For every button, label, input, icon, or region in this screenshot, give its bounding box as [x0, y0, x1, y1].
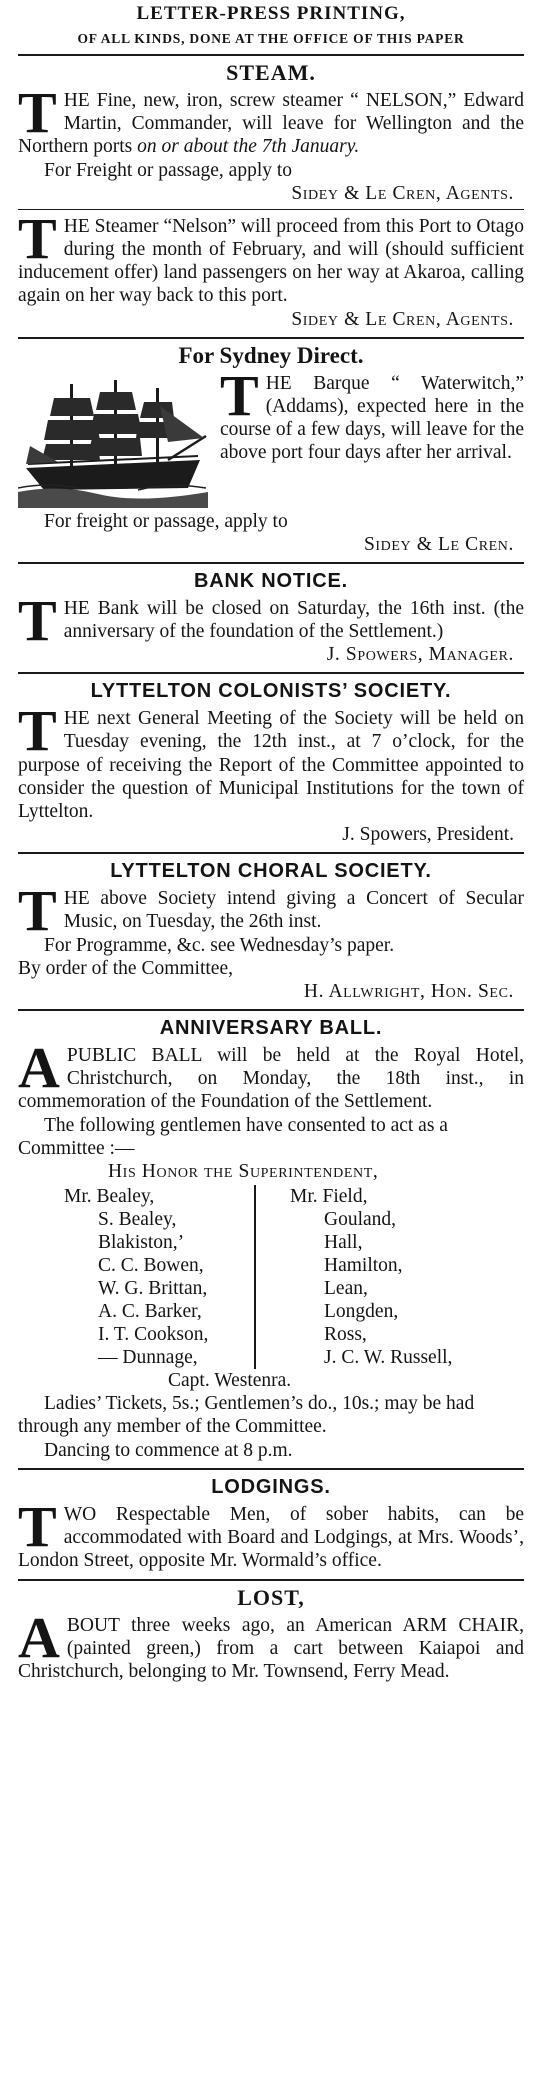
- ad-text: BOUT three weeks ago, an American ARM CHAIR, (painted green,) from a cart between Kaiapoi and Christchurch, belonging to Mr. Townsend, Ferry Mead.: [18, 1614, 524, 1682]
- drop-cap: T: [18, 698, 57, 764]
- ad-body: [18, 1493, 524, 1573]
- committee-member: W. G. Brittan,: [98, 1278, 208, 1300]
- ad-text: WO Respectable Men, of sober habits, can be accommodated with Board and Lodgings, at Mrs. Woods’, London Street, opposite Mr. Wormald’s office.: [18, 1503, 524, 1572]
- divider: [18, 672, 524, 674]
- ad-heading: LYTTELTON CHORAL SOCIETY.: [110, 860, 432, 883]
- committee-honor: His Honor the Superintendent,: [108, 1161, 379, 1183]
- ad-heading: For Sydney Direct.: [178, 342, 364, 368]
- divider: [18, 562, 524, 564]
- divider: [18, 1468, 524, 1470]
- ad-heading: ANNIVERSARY BALL.: [159, 1017, 383, 1040]
- ad-signature: Sidey & Le Cren, Agents.: [291, 182, 514, 204]
- ad-body: [18, 362, 524, 465]
- ad-tickets: Ladies’ Tickets, 5s.; Gentlemen’s do., 10s.; may be had through any member of the Committee.: [18, 1393, 475, 1438]
- drop-cap: A: [18, 1604, 60, 1670]
- divider: [18, 1579, 524, 1581]
- committee-member: Blakiston,’: [98, 1232, 185, 1254]
- ad-line: For freight or passage, apply to: [44, 510, 288, 532]
- ad-signature: J. Spowers, President.: [342, 824, 514, 846]
- ad-colonists-society: [18, 679, 524, 846]
- committee-member: J. C. W. Russell,: [324, 1347, 453, 1369]
- drop-cap: T: [18, 205, 57, 271]
- committee-member: Gouland,: [324, 1209, 397, 1231]
- ad-dancing: Dancing to commence at 8 p.m.: [44, 1439, 293, 1461]
- ad-text: HE Bank will be closed on Saturday, the 16th inst. (the anniversary of the foundation of the Settlement.): [63, 597, 524, 643]
- ad-heading: LODGINGS.: [211, 1475, 331, 1498]
- ad-heading: LOST,: [237, 1584, 305, 1610]
- ad-body: [18, 80, 524, 159]
- ad-heading: BANK NOTICE.: [193, 569, 349, 592]
- ad-text: HE Steamer “Nelson” will proceed from this Port to Otago during the month of February, and will (should sufficient inducement offer) land passengers on her way at Akaroa, calling again on her way back to this port.: [18, 215, 524, 307]
- divider: [18, 209, 524, 210]
- ad-text: HE Barque “ Waterwitch,” (Addams), expected here in the course of a few days, will leave for the above port four days after her arrival.: [220, 372, 524, 464]
- committee-member: Mr. Bealey,: [64, 1186, 155, 1208]
- ad-signature: Sidey & Le Cren, Agents.: [291, 308, 514, 330]
- committee-member: Ross,: [324, 1324, 367, 1346]
- ad-body: [18, 587, 524, 653]
- ad-text-italic: on or about the 7th January.: [132, 136, 360, 158]
- ad-line: For Freight or passage, apply to: [44, 159, 293, 181]
- ad-line: For Programme, &c. see Wednesday’s paper.: [44, 934, 395, 956]
- committee-member: Lean,: [324, 1278, 368, 1300]
- committee-right-column: [256, 1185, 524, 1369]
- committee-member: Longden,: [324, 1301, 399, 1323]
- drop-cap: T: [18, 1493, 57, 1559]
- ad-body: [18, 1604, 524, 1684]
- ad-body: [18, 698, 524, 823]
- committee-member: C. C. Bowen,: [98, 1255, 204, 1277]
- drop-cap: T: [18, 80, 57, 145]
- ad-body: [18, 1035, 524, 1114]
- committee-member: — Dunnage,: [98, 1347, 198, 1369]
- ad-signature: J. Spowers, Manager.: [326, 644, 514, 666]
- ad-bank-notice: [18, 569, 524, 666]
- divider: [18, 337, 524, 339]
- ad-text: PUBLIC BALL will be held at the Royal Hotel, Christchurch, on Monday, the 18th inst., in commemoration of the Foundation of the Settlement.: [18, 1045, 524, 1113]
- committee-member: I. T. Cookson,: [98, 1324, 209, 1346]
- ad-text: HE above Society intend giving a Concert of Secular Music, on Tuesday, the 26th inst.: [63, 888, 524, 933]
- ad-sydney: [18, 344, 524, 556]
- ad-choral-society: [18, 859, 524, 1003]
- committee-member: Hamilton,: [324, 1255, 403, 1277]
- drop-cap: T: [18, 587, 57, 653]
- committee-list: [18, 1185, 524, 1369]
- ad-text: HE next General Meeting of the Society will be held on Tuesday evening, the 12th inst., at 7 o’clock, for the purpose of receiving the Report of the Committee appointed to consider the question of Municipal Institutions for the town of Lyttelton.: [18, 708, 524, 823]
- divider: [18, 852, 524, 854]
- ad-heading: LYTTELTON COLONISTS’ SOCIETY.: [90, 680, 452, 703]
- ad-line: The following gentlemen have consented to act as a Committee :—: [18, 1114, 448, 1159]
- ad-text: HE Fine, new, iron, screw steamer “ NELSON,” Edward Martin, Commander, will leave for Wellington and the Northern ports: [18, 90, 524, 158]
- ad-otago: [18, 205, 524, 331]
- ad-lost: [18, 1586, 524, 1684]
- ad-body: [18, 205, 524, 308]
- committee-member: S. Bealey,: [98, 1209, 177, 1231]
- committee-last: Capt. Westenra.: [168, 1370, 292, 1392]
- drop-cap: T: [18, 878, 57, 944]
- masthead-subtitle: OF ALL KINDS, DONE AT THE OFFICE OF THIS PAPER: [77, 31, 465, 46]
- masthead: [18, 0, 524, 48]
- divider: [18, 54, 524, 56]
- ad-signature: Sidey & Le Cren.: [363, 533, 514, 555]
- committee-member: Mr. Field,: [290, 1186, 368, 1208]
- ad-steam: [18, 61, 524, 205]
- ad-lodgings: [18, 1475, 524, 1573]
- ship-illustration: [18, 376, 208, 508]
- ad-anniversary-ball: [18, 1016, 524, 1462]
- committee-member: Hall,: [324, 1232, 363, 1254]
- ad-line: By order of the Committee,: [18, 957, 233, 979]
- drop-cap: T: [220, 362, 259, 428]
- ad-signature: H. Allwright, Hon. Sec.: [303, 981, 514, 1003]
- ad-heading: STEAM.: [226, 60, 316, 85]
- committee-left-column: [18, 1185, 256, 1369]
- ad-body: [18, 878, 524, 944]
- drop-cap: A: [18, 1035, 60, 1101]
- masthead-title: LETTER-PRESS PRINTING,: [136, 3, 406, 24]
- divider: [18, 1009, 524, 1011]
- committee-member: A. C. Barker,: [98, 1301, 202, 1323]
